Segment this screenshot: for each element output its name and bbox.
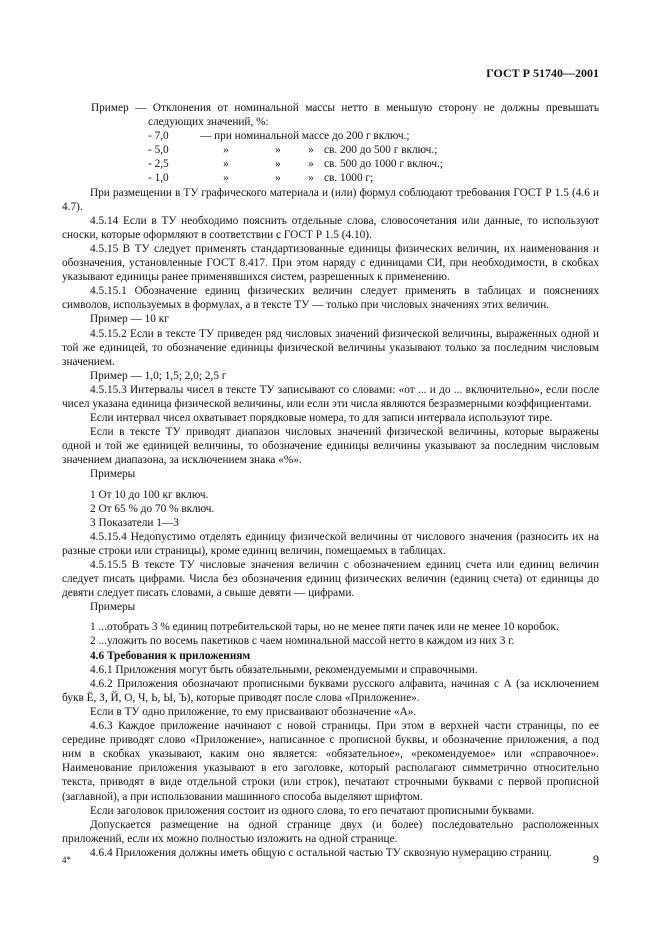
deviation-range: — при номинальной массе до 200 г включ.; — [200, 130, 410, 143]
example-series: Пример — 1,0; 1,5; 2,0; 2,5 г — [90, 369, 227, 382]
clause-4-5-15-1: 4.5.15.1 Обозначение единиц физических величин следует применять в таблицах и пояснениях символов, используемых в формулах, а в тексте ТУ — только при числовых значениях этих величин. — [62, 285, 599, 312]
example-deviations-intro: Пример — Отклонения от номинальной массы нетто в меньшую сторону не должны превышать следующих значений, %: — [91, 102, 599, 129]
deviation-table — [148, 129, 443, 185]
page-content — [62, 101, 599, 860]
clause-4-5-15-5: 4.5.15.5 В тексте ТУ числовые значения величин с обозначением единиц счета или единиц величин следует писать цифрами. Числа без обозначения единиц физических величин (единиц счета) от единицы до девяти следует писать словами, а свыше девяти — цифрами. — [62, 559, 599, 600]
page-number: 9 — [593, 852, 599, 866]
paragraph-interval: Если интервал чисел охватывает порядковые номера, то для записи интервала используют тире. — [90, 412, 553, 425]
list-item: 2 От 65 % до 70 % включ. — [90, 502, 215, 515]
list-item: 1 ...отобрать 3 % единиц потребительской тары, но не менее пяти пачек или не менее 10 коробок. — [90, 621, 559, 634]
clause-4-6-3: 4.6.3 Каждое приложение начинают с новой страницы. При этом в верхней части страницы, по ее середине приводят слово «Приложение», написанное с прописной буквы, и обозначение приложения, а под ним в скобках указывают, каким оно является: «обязательное», «рекомендуемое» или «справочное». Наименование приложения указывают в его заголовке, который располагают симметрично относительно текста, приводят в виде отдельной строки (или строк), печатают строчными буквами с первой прописной (заглавной), а при использовании машинного способа выделяют шрифтом. — [62, 720, 599, 803]
clause-4-6-1: 4.6.1 Приложения могут быть обязательными, рекомендуемыми и справочными. — [90, 663, 478, 676]
clause-4-5-15: 4.5.15 В ТУ следует применять стандартизованные единицы физических величин, их наименования и обозначения, установленные ГОСТ 8.417. При этом наряду с единицами СИ, при необходимости, в скобках указывают единицы ранее применявшихся систем, разрешенных к применению. — [62, 242, 599, 284]
clause-4-5-15-2: 4.5.15.2 Если в тексте ТУ приведен ряд числовых значений физической величины, выраженных одной и той же единицей, то обозначение единицы физической величины указывают только за последним числовым значением. — [62, 327, 599, 368]
deviation-value: - 7,0 — [148, 130, 169, 143]
example-10kg: Пример — 10 кг — [90, 313, 169, 326]
ditto-mark: » — [275, 172, 281, 185]
footer-mark: 4* — [62, 855, 71, 865]
ditto-mark: » — [308, 172, 314, 185]
ditto-mark: » — [223, 144, 229, 157]
examples-list-1 — [62, 488, 599, 530]
clause-4-6-2: 4.6.2 Приложения обозначают прописными буквами русского алфавита, начиная с А (за исключением букв Ё, З, Й, О, Ч, Ь, Ы, Ъ), которые приводят после слова «Приложение». — [62, 677, 599, 704]
deviation-value: - 1,0 — [148, 172, 169, 185]
section-heading-4-6: 4.6 Требования к приложениям — [90, 649, 251, 662]
paragraph-range: Если в тексте ТУ приводят диапазон числовых значений физической величины, которые выражены одной и той же единицей величины, то обозначение единицы величины указывают за последним числовым значением диапазона, за исключением знака «%». — [62, 426, 599, 467]
ditto-mark: » — [308, 144, 314, 157]
examples-label-1: Примеры — [90, 468, 136, 481]
list-item: 1 От 10 до 100 кг включ. — [90, 488, 209, 501]
list-item: 2 ...уложить по восемь пакетиков с чаем номинальной массой нетто в каждом из них 3 г. — [90, 635, 515, 648]
paragraph-one-appendix: Если в ТУ одно приложение, то ему присваивают обозначение «А». — [90, 705, 417, 718]
examples-list-2 — [62, 620, 599, 648]
clause-4-5-14: 4.5.14 Если в ТУ необходимо пояснить отдельные слова, словосочетания или данные, то используют сноски, которые оформляют в соответствии с ГОСТ Р 1.5 (4.10). — [62, 214, 599, 241]
paragraph-one-word-title: Если заголовок приложения состоит из одного слова, то его печатают прописными буквами. — [90, 804, 535, 817]
ditto-mark: » — [223, 158, 229, 171]
deviation-value: - 2,5 — [148, 158, 169, 171]
deviation-range: св. 500 до 1000 г включ.; — [324, 158, 443, 171]
deviation-value: - 5,0 — [148, 144, 169, 157]
paragraph-graphic-material: При размещении в ТУ графического материала и (или) формул соблюдают требования ГОСТ Р 1.5 (4.6 и 4.7). — [62, 186, 599, 213]
document-header: ГОСТ Р 51740—2001 — [486, 66, 599, 80]
ditto-mark: » — [275, 144, 281, 157]
clause-4-6-4: 4.6.4 Приложения должны иметь общую с остальной частью ТУ сквозную нумерацию страниц. — [90, 846, 552, 859]
ditto-mark: » — [275, 158, 281, 171]
clause-4-5-15-3: 4.5.15.3 Интервалы чисел в тексте ТУ записывают со словами: «от ... и до ... включительно», если после чисел указана единица физической величины, или если эти числа являются безразмерными коэффициентами. — [62, 383, 599, 410]
ditto-mark: » — [223, 172, 229, 185]
ditto-mark: » — [308, 158, 314, 171]
examples-label-2: Примеры — [90, 601, 136, 614]
deviation-row — [148, 157, 443, 171]
clause-4-5-15-4: 4.5.15.4 Недопустимо отделять единицу физической величины от числового значения (разносить их на разные строки или страницы), кроме единиц величин, помещаемых в таблицах. — [62, 530, 599, 557]
deviation-row — [148, 143, 443, 157]
paragraph-two-appendices: Допускается размещение на одной странице двух (и более) последовательно расположенных приложений, если их можно полностью изложить на одной странице. — [62, 818, 599, 845]
list-item: 3 Показатели 1—3 — [90, 516, 179, 529]
deviation-row — [148, 171, 443, 185]
deviation-range: св. 1000 г; — [324, 172, 374, 185]
deviation-range: св. 200 до 500 г включ.; — [324, 144, 438, 157]
deviation-row — [148, 129, 443, 143]
